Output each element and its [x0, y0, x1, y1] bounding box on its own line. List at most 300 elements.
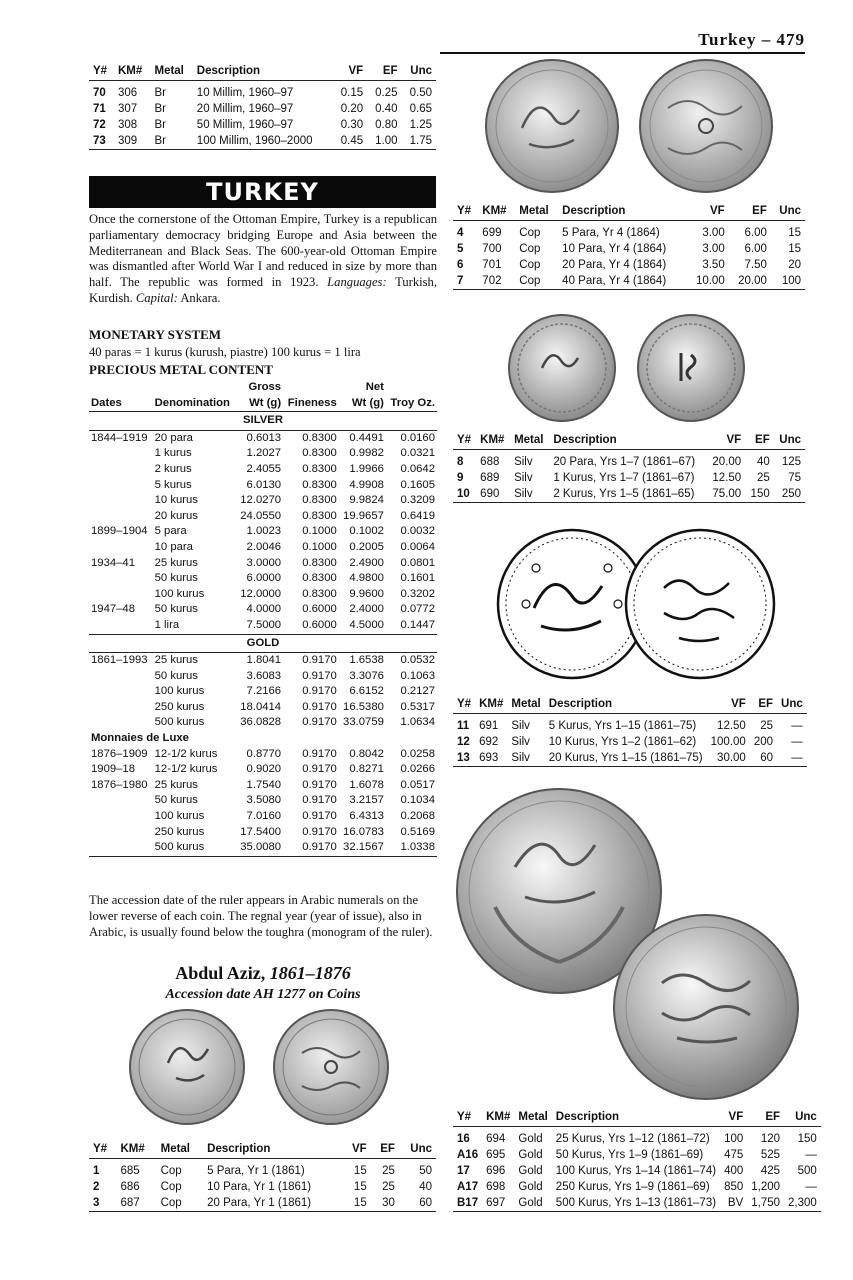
- catalog-cell: 693: [475, 750, 507, 767]
- catalog-cell: 11: [457, 719, 470, 732]
- catalog-row: [453, 470, 805, 486]
- catalog-cell: 40: [419, 1180, 432, 1193]
- col-header: Metal: [510, 431, 549, 449]
- pm-cell: 7.0160: [246, 810, 282, 823]
- capital-label: Capital:: [135, 290, 178, 305]
- pm-cell: [89, 509, 153, 525]
- catalog-cell: 690: [476, 486, 510, 503]
- catalog-row: [453, 713, 807, 734]
- pm-cell: 12-1/2 kurus: [154, 747, 218, 760]
- pm-row: [89, 509, 437, 525]
- catalog-cell: 1.75: [402, 133, 436, 150]
- catalog-cell: 9: [457, 471, 464, 484]
- catalog-cell: 702: [478, 273, 515, 290]
- pm-cell: 0.9170: [302, 654, 337, 667]
- catalog-cell: 16: [457, 1132, 470, 1145]
- pm-row: [89, 587, 437, 603]
- catalog-row: [89, 133, 436, 150]
- pm-cell: 0.6000: [302, 618, 337, 631]
- pm-head-blank: [89, 380, 153, 396]
- col-header: EF: [750, 695, 777, 713]
- catalog-cell: Br: [154, 102, 166, 115]
- pm-cell: 7.5000: [246, 618, 282, 631]
- catalog-row: [453, 241, 805, 257]
- col-header: Metal: [515, 202, 558, 220]
- pm-cell: 100 kurus: [154, 587, 205, 600]
- pm-cell: 1.6078: [349, 778, 384, 791]
- pm-cell: [89, 715, 153, 731]
- catalog-cell: 25: [760, 719, 774, 732]
- pm-cell: 1.0338: [386, 840, 437, 856]
- pm-cell: [89, 840, 153, 856]
- col-header: EF: [371, 1140, 399, 1158]
- catalog-cell: 12: [457, 735, 470, 748]
- pm-cell: 100 kurus: [154, 810, 205, 823]
- catalog-cell: 25 Kurus, Yrs 1–12 (1861–72): [555, 1132, 710, 1145]
- col-header: Metal: [507, 695, 544, 713]
- pm-cell: 0.9020: [246, 763, 282, 776]
- pm-cell: 250 kurus: [154, 825, 205, 838]
- col-header: Description: [193, 62, 333, 80]
- pm-cell: [89, 669, 153, 685]
- pm-cell: 250 kurus: [154, 700, 205, 713]
- pm-cell: 0.3202: [400, 587, 435, 600]
- col-header: Metal: [150, 62, 192, 80]
- pm-cell: 33.0759: [343, 716, 384, 729]
- precious-metal-table: [89, 380, 437, 857]
- catalog-cell: 698: [486, 1180, 506, 1193]
- pm-cell: 0.3209: [400, 494, 435, 507]
- catalog-cell: 0.20: [340, 102, 364, 115]
- catalog-row: [89, 1195, 436, 1212]
- pm-cell: 0.5169: [400, 825, 435, 838]
- col-header: KM#: [116, 1140, 156, 1158]
- col-header: KM#: [478, 202, 515, 220]
- col-header: Unc: [402, 62, 436, 80]
- pm-cell: 35.0080: [236, 840, 283, 856]
- catalog-cell: 3.00: [702, 226, 725, 239]
- pm-cell: 3.2157: [349, 794, 384, 807]
- pm-cell: 0.1447: [400, 618, 435, 631]
- col-header: Description: [545, 695, 707, 713]
- col-header: VF: [342, 1140, 370, 1158]
- catalog-row: [89, 1158, 436, 1179]
- pm-cell: 25 kurus: [154, 654, 198, 667]
- catalog-cell: 5 Kurus, Yrs 1–15 (1861–75): [548, 719, 697, 732]
- catalog-cell: 2 Kurus, Yrs 1–5 (1861–65): [549, 486, 706, 503]
- accession-subheading: Accession date AH 1277 on Coins: [165, 987, 361, 1002]
- pm-cell: 0.0064: [400, 540, 435, 553]
- pm-cell: 1844–1919: [91, 431, 148, 444]
- pm-row: [89, 653, 437, 669]
- pm-head-fineness: Fineness: [287, 396, 337, 409]
- catalog-cell: Br: [154, 86, 166, 99]
- catalog-cell: 60: [750, 750, 777, 767]
- catalog-cell: A16: [457, 1148, 479, 1161]
- catalog-cell: 475: [724, 1148, 744, 1161]
- catalog-cell: 30: [371, 1195, 399, 1212]
- catalog-row: [453, 1126, 821, 1147]
- catalog-cell: 25: [756, 471, 770, 484]
- catalog-cell: 2,300: [784, 1195, 821, 1212]
- catalog-cell: 12.50: [712, 471, 742, 484]
- pm-cell: 0.0266: [400, 763, 435, 776]
- catalog-cell: 1.00: [367, 133, 401, 150]
- catalog-cell: 50: [419, 1164, 432, 1177]
- pm-cell: 0.8300: [302, 572, 337, 585]
- pm-cell: 2.0046: [246, 540, 282, 553]
- catalog-cell: Br: [150, 133, 192, 150]
- col-header: EF: [747, 1108, 784, 1126]
- pm-row: [89, 684, 437, 700]
- catalog-cell: —: [791, 735, 803, 748]
- catalog-cell: 692: [479, 735, 499, 748]
- pm-cell: 20 kurus: [154, 509, 198, 522]
- catalog-row: [453, 1147, 821, 1163]
- pm-cell: 0.9170: [302, 794, 337, 807]
- catalog-cell: 15: [353, 1180, 367, 1193]
- pm-cell: [89, 462, 153, 478]
- catalog-cell: 100.00: [710, 735, 746, 748]
- pm-cell: 0.8300: [302, 509, 337, 522]
- col-header: VF: [333, 62, 367, 80]
- country-banner: TURKEY: [89, 176, 436, 208]
- catalog-cell: 8: [457, 455, 464, 468]
- accession-note: The accession date of the ruler appears in Arabic numerals on the lower reverse of each coin. The regnal year (year of issue), also in Arabic, is usually found below the toughra (monogram of the ruler).: [89, 893, 433, 939]
- pm-cell: 25 kurus: [154, 778, 198, 791]
- page-header: [600, 30, 805, 50]
- pm-cell: [89, 684, 153, 700]
- catalog-cell: 0.40: [375, 102, 398, 115]
- pm-cell: 0.2068: [400, 810, 435, 823]
- catalog-cell: 15: [342, 1195, 370, 1212]
- catalog-cell: Silv: [507, 750, 544, 767]
- catalog-row: [453, 257, 805, 273]
- pm-cell: 4.9908: [349, 478, 384, 491]
- pm-cell: 25 kurus: [154, 556, 198, 569]
- pm-cell: [89, 618, 153, 634]
- pm-cell: 50 kurus: [154, 794, 198, 807]
- col-header: KM#: [482, 1108, 514, 1126]
- pm-row: [89, 571, 437, 587]
- pm-cell: 0.6419: [400, 509, 435, 522]
- pm-cell: 0.0532: [400, 654, 435, 667]
- catalog-cell: 694: [486, 1132, 506, 1145]
- col-header: Y#: [453, 202, 478, 220]
- catalog-cell: 0.65: [409, 102, 432, 115]
- col-header: EF: [367, 62, 401, 80]
- pm-row: [89, 669, 437, 685]
- catalog-cell: Gold: [514, 1195, 551, 1212]
- pm-head-gross: Gross: [248, 381, 282, 393]
- catalog-cell: 250: [774, 486, 805, 503]
- coin-reverse-silver-small: [636, 313, 746, 423]
- catalog-row: [453, 1179, 821, 1195]
- pm-cell: [89, 446, 153, 462]
- pm-cell: 2.4900: [349, 556, 384, 569]
- pm-cell: 5 para: [154, 525, 187, 538]
- pm-head-gross-wt: Wt (g): [249, 396, 282, 409]
- pm-cell: 50 kurus: [154, 669, 198, 682]
- pm-cell: 1.0023: [246, 525, 282, 538]
- catalog-cell: 30.00: [707, 750, 750, 767]
- pm-cell: 1.8041: [246, 654, 282, 667]
- catalog-cell: 2: [93, 1180, 100, 1193]
- pm-cell: 0.0801: [400, 556, 435, 569]
- pm-cell: 1876–1909: [91, 747, 148, 760]
- catalog-cell: 75.00: [707, 486, 746, 503]
- catalog-cell: Cop: [519, 242, 541, 255]
- catalog-cell: 4: [457, 226, 464, 239]
- catalog-cell: 125: [781, 455, 801, 468]
- catalog-cell: 0.25: [375, 86, 398, 99]
- pm-cell: 18.0414: [240, 700, 282, 713]
- pm-row: [89, 602, 437, 618]
- pm-cell: 0.0160: [400, 431, 435, 444]
- catalog-cell: 20 Millim, 1960–97: [196, 102, 294, 115]
- pm-head-blank: [386, 380, 437, 396]
- pm-cell: 500 kurus: [154, 716, 205, 729]
- catalog-row: [453, 449, 805, 470]
- pm-cell: 1.2027: [246, 447, 282, 460]
- intro-paragraph: [89, 212, 437, 307]
- pm-cell: 0.9170: [302, 810, 337, 823]
- pm-row: [89, 793, 437, 809]
- pm-row: [89, 540, 437, 556]
- catalog-cell: 701: [482, 258, 502, 271]
- pm-cell: 1 lira: [154, 618, 180, 631]
- catalog-cell: 5 Para, Yr 1 (1861): [207, 1164, 305, 1177]
- pm-cell: 9.9824: [349, 494, 384, 507]
- catalog-cell: Cop: [157, 1195, 204, 1212]
- pm-cell: 0.9170: [302, 763, 337, 776]
- catalog-cell: 500 Kurus, Yrs 1–13 (1861–73): [552, 1195, 720, 1212]
- luxe-label: Monnaies de Luxe: [91, 732, 189, 745]
- pm-cell: 0.1000: [302, 540, 337, 553]
- catalog-cell: 6: [457, 258, 464, 271]
- catalog-cell: 10 Para, Yr 1 (1861): [207, 1180, 312, 1193]
- pm-cell: 0.8300: [302, 478, 337, 491]
- pm-cell: [89, 825, 153, 841]
- pm-row: [89, 809, 437, 825]
- catalog-row: [89, 117, 436, 133]
- catalog-cell: 40: [756, 455, 770, 468]
- languages-value: Turkish, Kurdish.: [89, 275, 437, 305]
- pm-cell: 0.6000: [302, 603, 337, 616]
- catalog-cell: 71: [93, 102, 106, 115]
- header-country: Turkey: [698, 30, 757, 49]
- pm-cell: 1876–1980: [91, 778, 148, 791]
- pm-row: [89, 493, 437, 509]
- catalog-cell: 20.00: [729, 273, 771, 290]
- pm-cell: 20 para: [154, 431, 193, 444]
- coin-reverse-copper-1861: [272, 1008, 390, 1126]
- page-number: 479: [776, 30, 805, 49]
- pm-cell: 0.0642: [400, 462, 435, 475]
- catalog-cell: 688: [480, 455, 500, 468]
- pm-cell: 1.9966: [349, 462, 384, 475]
- col-header: VF: [707, 431, 746, 449]
- pm-row: [89, 825, 437, 841]
- pm-head-blank: [153, 380, 236, 396]
- pm-cell: 0.8770: [246, 747, 282, 760]
- catalog-row: [453, 734, 807, 750]
- pm-cell: 0.9170: [302, 747, 337, 760]
- catalog-cell: 691: [479, 719, 499, 732]
- catalog-cell: 3.50: [702, 258, 725, 271]
- catalog-cell: 20 Para, Yr 4 (1864): [562, 258, 667, 271]
- pm-cell: 5 kurus: [154, 478, 192, 491]
- pm-cell: 0.0772: [400, 603, 435, 616]
- copper-1864-table: [453, 202, 805, 290]
- catalog-cell: 75: [788, 471, 801, 484]
- pm-cell: 0.0258: [400, 747, 435, 760]
- pm-cell: 3.0000: [246, 556, 282, 569]
- pm-cell: 0.0517: [400, 778, 435, 791]
- catalog-cell: 685: [120, 1164, 140, 1177]
- silver-small-table: [453, 431, 805, 503]
- col-header: Metal: [157, 1140, 204, 1158]
- catalog-cell: 25: [382, 1180, 395, 1193]
- pm-row: [89, 618, 437, 634]
- pm-cell: 1.0634: [400, 716, 435, 729]
- pm-cell: 0.8271: [349, 763, 384, 776]
- pm-cell: 50 kurus: [154, 572, 198, 585]
- catalog-cell: 150: [745, 486, 774, 503]
- pm-row: [89, 524, 437, 540]
- catalog-row: [453, 1163, 821, 1179]
- pm-cell: 9.9600: [349, 587, 384, 600]
- catalog-cell: 697: [482, 1195, 514, 1212]
- catalog-cell: 10.00: [687, 273, 729, 290]
- pm-row: [89, 430, 437, 446]
- catalog-cell: 120: [760, 1132, 781, 1145]
- pm-cell: 0.0032: [400, 525, 435, 538]
- catalog-cell: Gold: [518, 1180, 543, 1193]
- catalog-cell: 686: [120, 1180, 140, 1193]
- col-header: Y#: [89, 1140, 116, 1158]
- pm-cell: 0.2127: [400, 685, 435, 698]
- catalog-cell: 40 Para, Yr 4 (1864): [558, 273, 686, 290]
- pm-cell: 1.7540: [246, 778, 282, 791]
- coin-reverse-silver-large: [624, 528, 776, 680]
- pm-cell: 2 kurus: [154, 462, 192, 475]
- pm-row: [89, 747, 437, 763]
- pm-cell: 0.9170: [302, 685, 337, 698]
- pm-row: [89, 840, 437, 856]
- col-header: Description: [552, 1108, 720, 1126]
- catalog-cell: —: [791, 719, 803, 732]
- pm-head-troy: Troy Oz.: [390, 396, 435, 409]
- luxe-section: [89, 731, 437, 747]
- pm-cell: 50 kurus: [154, 603, 198, 616]
- catalog-cell: 20 Para, Yrs 1–7 (1861–67): [553, 455, 696, 468]
- catalog-cell: 200: [753, 735, 774, 748]
- pm-row: [89, 478, 437, 494]
- catalog-cell: 13: [453, 750, 475, 767]
- catalog-cell: 12.50: [717, 719, 746, 732]
- pm-cell: 0.9170: [302, 778, 337, 791]
- header-rule: [440, 52, 805, 54]
- coin-reverse-gold: [612, 913, 800, 1101]
- pm-cell: 0.8042: [349, 747, 384, 760]
- pm-cell: 36.0828: [240, 716, 282, 729]
- catalog-cell: 100 Kurus, Yrs 1–14 (1861–74): [555, 1164, 717, 1177]
- pm-cell: [89, 700, 153, 716]
- pm-cell: 24.0550: [240, 509, 282, 522]
- pm-cell: 0.6013: [246, 431, 282, 444]
- pm-cell: 6.0130: [246, 478, 282, 491]
- catalog-cell: 50 Millim, 1960–97: [196, 118, 294, 131]
- catalog-cell: 10 Millim, 1960–97: [196, 86, 294, 99]
- coin-reverse-copper-1864: [638, 58, 774, 194]
- catalog-cell: 20 Kurus, Yrs 1–15 (1861–75): [545, 750, 707, 767]
- col-header: Y#: [89, 62, 114, 80]
- catalog-cell: 3.00: [702, 242, 725, 255]
- pm-head-blank: [283, 380, 339, 396]
- pm-row: [89, 778, 437, 794]
- intro-text: Once the cornerstone of the Ottoman Empire, Turkey is a republican parliamentary democracy bridging Europe and Asia between the Mediterranean and Black Seas. The 600-year-old Ottoman Empire was dismantled after World War I and reduced in size by more than half. The republic was formed in 1923.: [89, 212, 437, 290]
- languages-label: Languages:: [327, 275, 387, 290]
- catalog-cell: 10: [453, 486, 476, 503]
- pm-cell: 0.9170: [283, 840, 339, 856]
- catalog-cell: 525: [760, 1148, 781, 1161]
- catalog-cell: Cop: [519, 226, 541, 239]
- pm-cell: 0.1063: [400, 669, 435, 682]
- col-header: Unc: [784, 1108, 821, 1126]
- catalog-cell: 73: [89, 133, 114, 150]
- pm-cell: 6.4313: [349, 810, 384, 823]
- monetary-heading: MONETARY SYSTEM: [89, 327, 222, 342]
- pm-cell: [89, 478, 153, 494]
- catalog-cell: 1,200: [751, 1180, 781, 1193]
- catalog-cell: 400: [724, 1164, 744, 1177]
- catalog-row: [453, 750, 807, 767]
- pm-cell: [89, 493, 153, 509]
- pm-head-net: Net: [365, 381, 384, 393]
- col-header: Unc: [777, 695, 807, 713]
- ruler-heading: [89, 963, 437, 984]
- monetary-text: 40 paras = 1 kurus (kurush, piastre) 100 kurus = 1 lira: [89, 345, 361, 359]
- pm-cell: 1947–48: [91, 603, 135, 616]
- col-header: Y#: [453, 695, 475, 713]
- pm-cell: 4.5000: [349, 618, 384, 631]
- pm-cell: 0.8300: [302, 556, 337, 569]
- catalog-cell: 696: [486, 1164, 506, 1177]
- col-header: Description: [558, 202, 686, 220]
- catalog-row: [453, 486, 805, 503]
- pm-row: [89, 700, 437, 716]
- catalog-cell: Silv: [514, 471, 533, 484]
- col-header: Unc: [399, 1140, 436, 1158]
- pm-cell: 7.2166: [246, 685, 282, 698]
- pm-cell: 0.1000: [302, 525, 337, 538]
- catalog-cell: 250 Kurus, Yrs 1–9 (1861–69): [555, 1180, 710, 1193]
- catalog-cell: Gold: [518, 1132, 543, 1145]
- col-header: EF: [729, 202, 771, 220]
- catalog-cell: Cop: [160, 1164, 182, 1177]
- col-header: KM#: [476, 431, 510, 449]
- pm-cell: 0.1601: [400, 572, 435, 585]
- catalog-row: [89, 101, 436, 117]
- catalog-cell: 100: [724, 1132, 744, 1145]
- catalog-cell: 20: [788, 258, 801, 271]
- silver-section: [89, 412, 437, 431]
- col-header: Unc: [774, 431, 805, 449]
- pm-head-net-wt: Wt (g): [351, 396, 384, 409]
- pm-row: [89, 715, 437, 731]
- catalog-cell: 60: [399, 1195, 436, 1212]
